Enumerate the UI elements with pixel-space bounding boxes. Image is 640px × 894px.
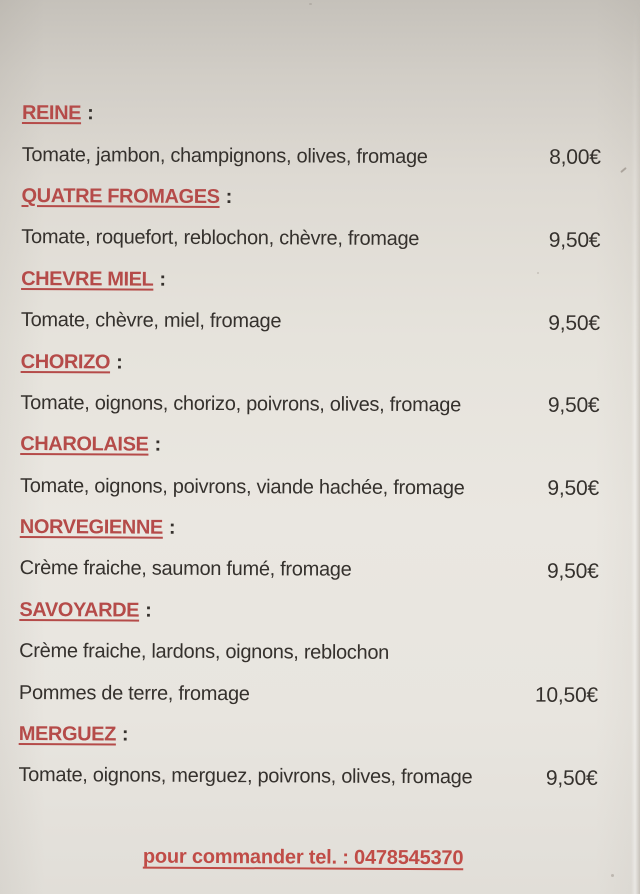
menu-item-heading (0, 176, 640, 221)
menu-item-heading (0, 714, 637, 759)
menu-item-line (0, 672, 637, 717)
heading-colon: : (121, 723, 129, 746)
item-ingredients: Crème fraiche, lardons, oignons, reblochon (19, 640, 390, 665)
item-name: CHORIZO (20, 350, 111, 373)
item-name: REINE (21, 102, 82, 125)
item-name: CHEVRE MIEL (21, 267, 154, 291)
item-ingredients: Tomate, oignons, merguez, poivrons, olives, fromage (18, 764, 473, 789)
menu-item-heading (0, 507, 638, 552)
item-ingredients: Tomate, oignons, chorizo, poivrons, olives, fromage (20, 391, 462, 417)
item-ingredients: Tomate, roquefort, reblochon, chèvre, fromage (21, 226, 420, 251)
menu-item-heading (0, 590, 637, 635)
paper-edge-shadow (631, 0, 640, 894)
order-phone-text: pour commander tel. : 0478545370 (142, 845, 464, 870)
item-price: 9,50€ (547, 394, 600, 418)
heading-colon: : (168, 516, 176, 539)
menu-item-line (0, 465, 638, 510)
menu-item-line (0, 217, 639, 262)
dust-speck (537, 272, 539, 274)
heading-colon: : (225, 185, 233, 209)
dust-speck (611, 874, 614, 877)
menu-item-heading (0, 93, 640, 138)
menu-item-heading (0, 424, 638, 469)
menu-item-heading (0, 258, 639, 303)
item-ingredients: Pommes de terre, fromage (18, 681, 250, 705)
item-price: 9,50€ (545, 766, 598, 790)
item-name: CHAROLAISE (20, 433, 149, 456)
item-ingredients: Tomate, oignons, poivrons, viande hachée, fromage (19, 474, 465, 499)
dust-speck (309, 3, 312, 5)
item-name: QUATRE FROMAGES (21, 184, 220, 208)
item-price: 10,50€ (534, 683, 599, 708)
item-ingredients: Tomate, chèvre, miel, fromage (20, 309, 282, 333)
menu-item-line (0, 134, 640, 179)
item-price: 9,50€ (546, 559, 599, 583)
heading-colon: : (87, 102, 94, 125)
heading-colon: : (154, 433, 162, 457)
item-name: MERGUEZ (18, 722, 116, 746)
item-price: 9,50€ (548, 311, 600, 335)
menu-item-line (0, 631, 637, 676)
heading-colon: : (159, 268, 167, 291)
order-phone-line (0, 845, 623, 871)
item-name: NORVEGIENNE (19, 516, 163, 539)
heading-colon: : (116, 350, 123, 374)
heading-colon: : (145, 599, 152, 622)
item-price: 9,50€ (548, 228, 601, 252)
item-price: 8,00€ (549, 145, 601, 170)
item-name: SAVOYARDE (19, 598, 140, 622)
item-ingredients: Crème fraiche, saumon fumé, fromage (19, 557, 352, 582)
menu-item-line (0, 383, 639, 428)
item-price: 9,50€ (547, 476, 600, 501)
item-ingredients: Tomate, jambon, champignons, olives, fromage (21, 143, 428, 168)
menu-item-heading (0, 341, 639, 386)
menu-item-line (0, 300, 639, 345)
menu-item-line (0, 755, 637, 800)
menu-item-line (0, 548, 638, 593)
